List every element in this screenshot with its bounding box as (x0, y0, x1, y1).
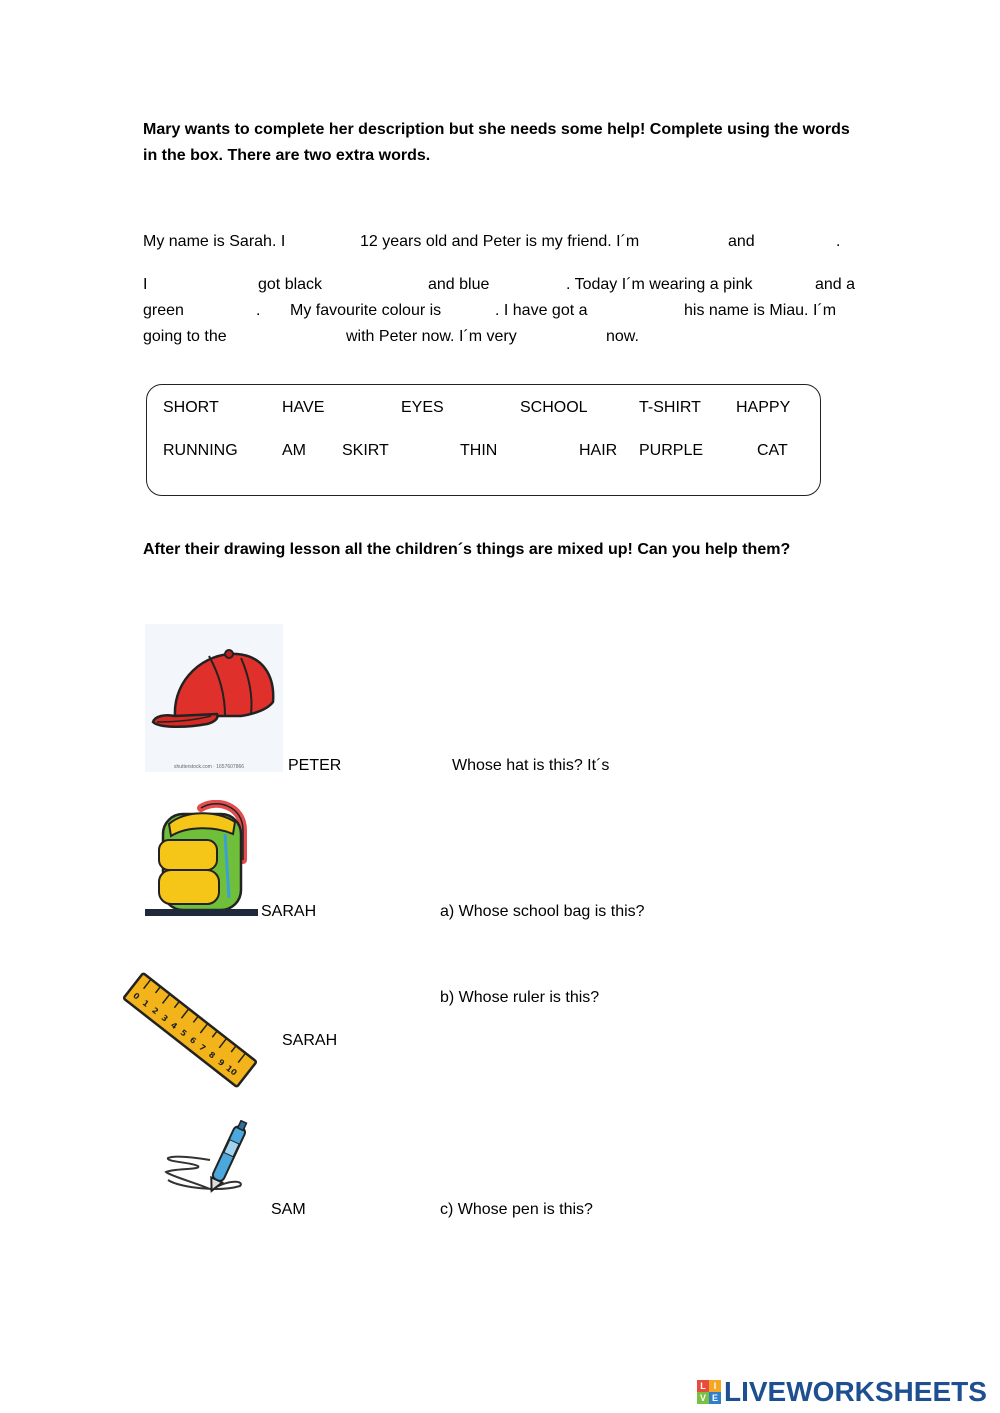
text-fragment: and blue (428, 276, 490, 293)
text-fragment: his name is Miau. I´m (684, 302, 837, 319)
svg-text:4: 4 (169, 1020, 179, 1032)
svg-text:6: 6 (187, 1035, 198, 1046)
word-box-word: T-SHIRT (639, 399, 701, 416)
question-text: Whose hat is this? It´s (452, 757, 610, 774)
cap-image (145, 624, 283, 772)
word-box-word: HAPPY (736, 399, 791, 416)
word-box-word: EYES (401, 399, 444, 416)
word-box-word: SKIRT (342, 442, 389, 459)
word-box-word: CAT (757, 442, 788, 459)
child-name: SARAH (282, 1032, 338, 1049)
liveworksheets-logo (697, 1377, 987, 1407)
ruler-image (120, 968, 260, 1093)
exercise2-instruction: After their drawing lesson all the children´s things are mixed up! Can you help them? (143, 541, 791, 558)
word-box (146, 384, 821, 496)
question-text: a) Whose school bag is this? (440, 903, 645, 920)
text-fragment: I (143, 276, 148, 293)
pen-icon (150, 1120, 270, 1205)
logo-mark-icon: L I V E (697, 1380, 721, 1404)
text-fragment: green (143, 302, 184, 319)
text-fragment: My favourite colour is (290, 302, 442, 319)
word-box-word: SHORT (163, 399, 219, 416)
svg-text:3: 3 (159, 1013, 170, 1024)
pen-image (150, 1120, 270, 1205)
question-text: c) Whose pen is this? (440, 1201, 593, 1218)
svg-text:9: 9 (216, 1057, 227, 1068)
svg-text:7: 7 (197, 1042, 208, 1054)
cap-icon (145, 624, 283, 772)
svg-text:8: 8 (206, 1050, 217, 1061)
svg-text:10: 10 (224, 1063, 239, 1078)
text-fragment: . (256, 302, 261, 319)
text-fragment: and a (815, 276, 856, 293)
text-fragment: with Peter now. I´m very (346, 328, 517, 345)
text-fragment: and (728, 233, 755, 250)
ruler-icon (120, 968, 260, 1093)
word-box-word: RUNNING (163, 442, 238, 459)
word-box-word: HAIR (579, 442, 618, 459)
logo-text: LIVEWORKSHEETS (724, 1376, 987, 1407)
backpack-image (145, 800, 260, 920)
svg-text:1: 1 (140, 998, 151, 1009)
word-box-word: SCHOOL (520, 399, 588, 416)
word-box-word: THIN (460, 442, 498, 459)
backpack-icon (145, 800, 260, 920)
child-name: PETER (288, 757, 342, 774)
text-fragment: got black (258, 276, 323, 293)
svg-text:2: 2 (150, 1005, 161, 1017)
text-fragment: . I have got a (495, 302, 588, 319)
child-name: SARAH (261, 903, 317, 920)
text-fragment: . (836, 233, 841, 250)
child-name: SAM (271, 1201, 306, 1218)
text-fragment: My name is Sarah. I (143, 233, 286, 250)
text-fragment: going to the (143, 328, 227, 345)
image-caption: shutterstock.com · 1657607866 (174, 764, 245, 770)
text-fragment: now. (606, 328, 639, 345)
exercise1-instruction: Mary wants to complete her description but she needs some help! Complete using the words in the box. There are two extra words. (143, 121, 850, 164)
question-text: b) Whose ruler is this? (440, 989, 600, 1006)
text-fragment: . Today I´m wearing a pink (566, 276, 753, 293)
word-box-word: HAVE (282, 399, 325, 416)
word-box-word: PURPLE (639, 442, 704, 459)
word-box-word: AM (282, 442, 306, 459)
svg-text:0: 0 (131, 990, 142, 1002)
text-fragment: 12 years old and Peter is my friend. I´m (360, 233, 640, 250)
svg-text:5: 5 (178, 1027, 189, 1039)
